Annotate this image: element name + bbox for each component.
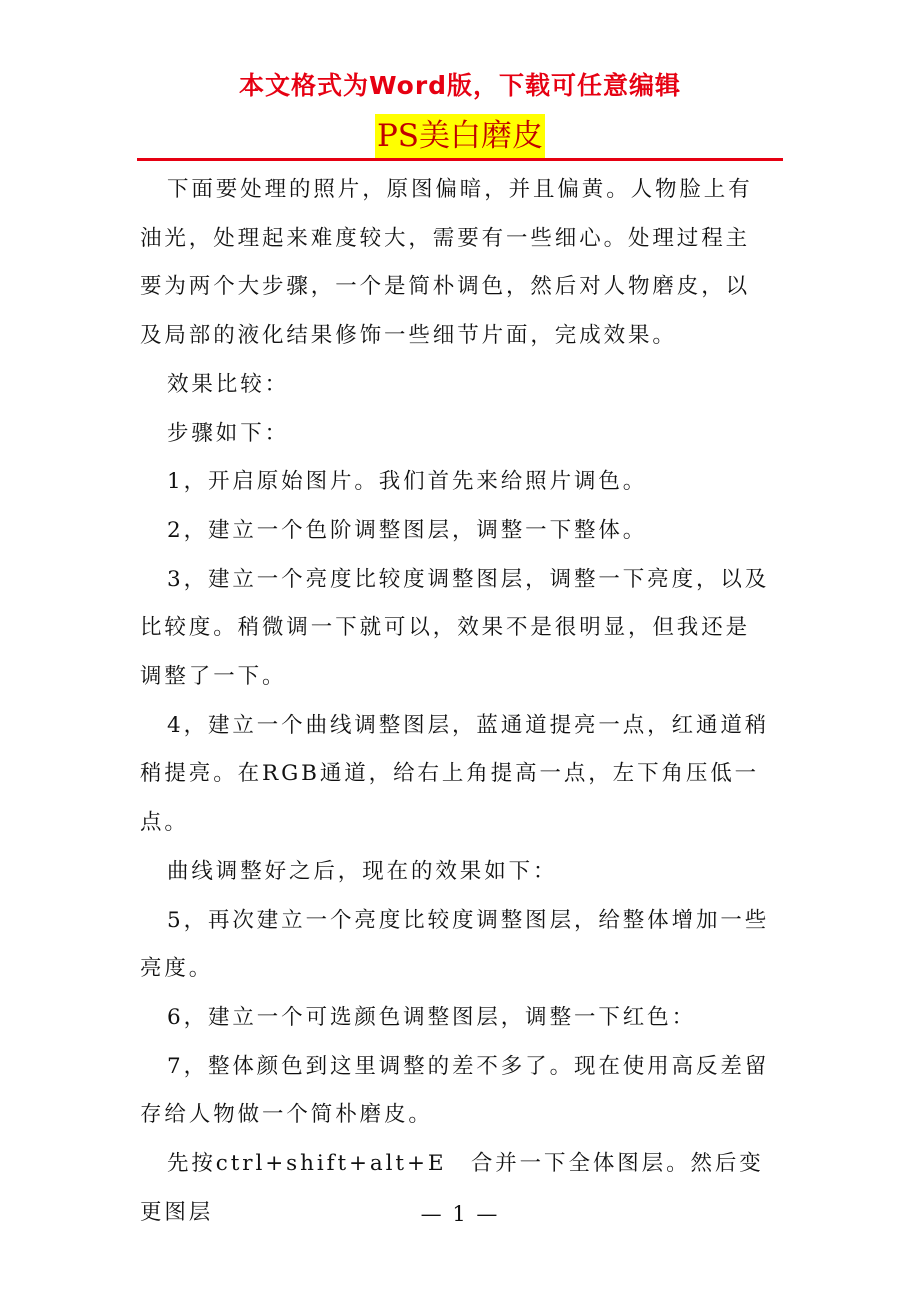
paragraph: 步骤如下： <box>167 420 290 446</box>
paragraph: 6，建立一个可选颜色调整图层，调整一下红色： <box>167 1004 696 1030</box>
document-title: PS美白磨皮 <box>375 114 545 158</box>
paragraph: 1，开启原始图片。我们首先来给照片调色。 <box>167 469 648 495</box>
title-divider <box>137 158 783 161</box>
paragraph: 2，建立一个色阶调整图层，调整一下整体。 <box>167 517 648 543</box>
paragraph: 3，建立一个亮度比较度调整图层，调整一下亮度，以及比较度。稍微调一下就可以，效果不是很明显，但我还是调整了一下。 <box>140 566 770 690</box>
paragraph: 5，再次建立一个亮度比较度调整图层，给整体增加一些亮度。 <box>140 907 770 982</box>
paragraph: 4，建立一个曲线调整图层，蓝通道提亮一点，红通道稍稍提亮。在RGB通道，给右上角提高一点，左下角压低一点。 <box>140 712 770 836</box>
paragraph: 效果比较： <box>167 371 290 397</box>
paragraph: 下面要处理的照片，原图偏暗，并且偏黄。人物脸上有油光，处理起来难度较大，需要有一些细心。处理过程主要为两个大步骤，一个是简朴调色，然后对人物磨皮，以及局部的液化结果修饰一些细节片面，完成效果。 <box>140 177 753 349</box>
page-number: — 1 — <box>420 1202 500 1226</box>
paragraph: 曲线调整好之后，现在的效果如下： <box>167 858 558 884</box>
download-banner: 本文格式为Word版，下载可任意编辑 <box>238 71 682 100</box>
paragraph: 7，整体颜色到这里调整的差不多了。现在使用高反差留存给人物做一个简朴磨皮。 <box>140 1053 770 1128</box>
paragraph: 先按ctrl+shift+alt+E 合并一下全体图层。然后变更图层 <box>140 1151 764 1225</box>
title-container <box>0 114 920 158</box>
document-body <box>140 166 772 1237</box>
